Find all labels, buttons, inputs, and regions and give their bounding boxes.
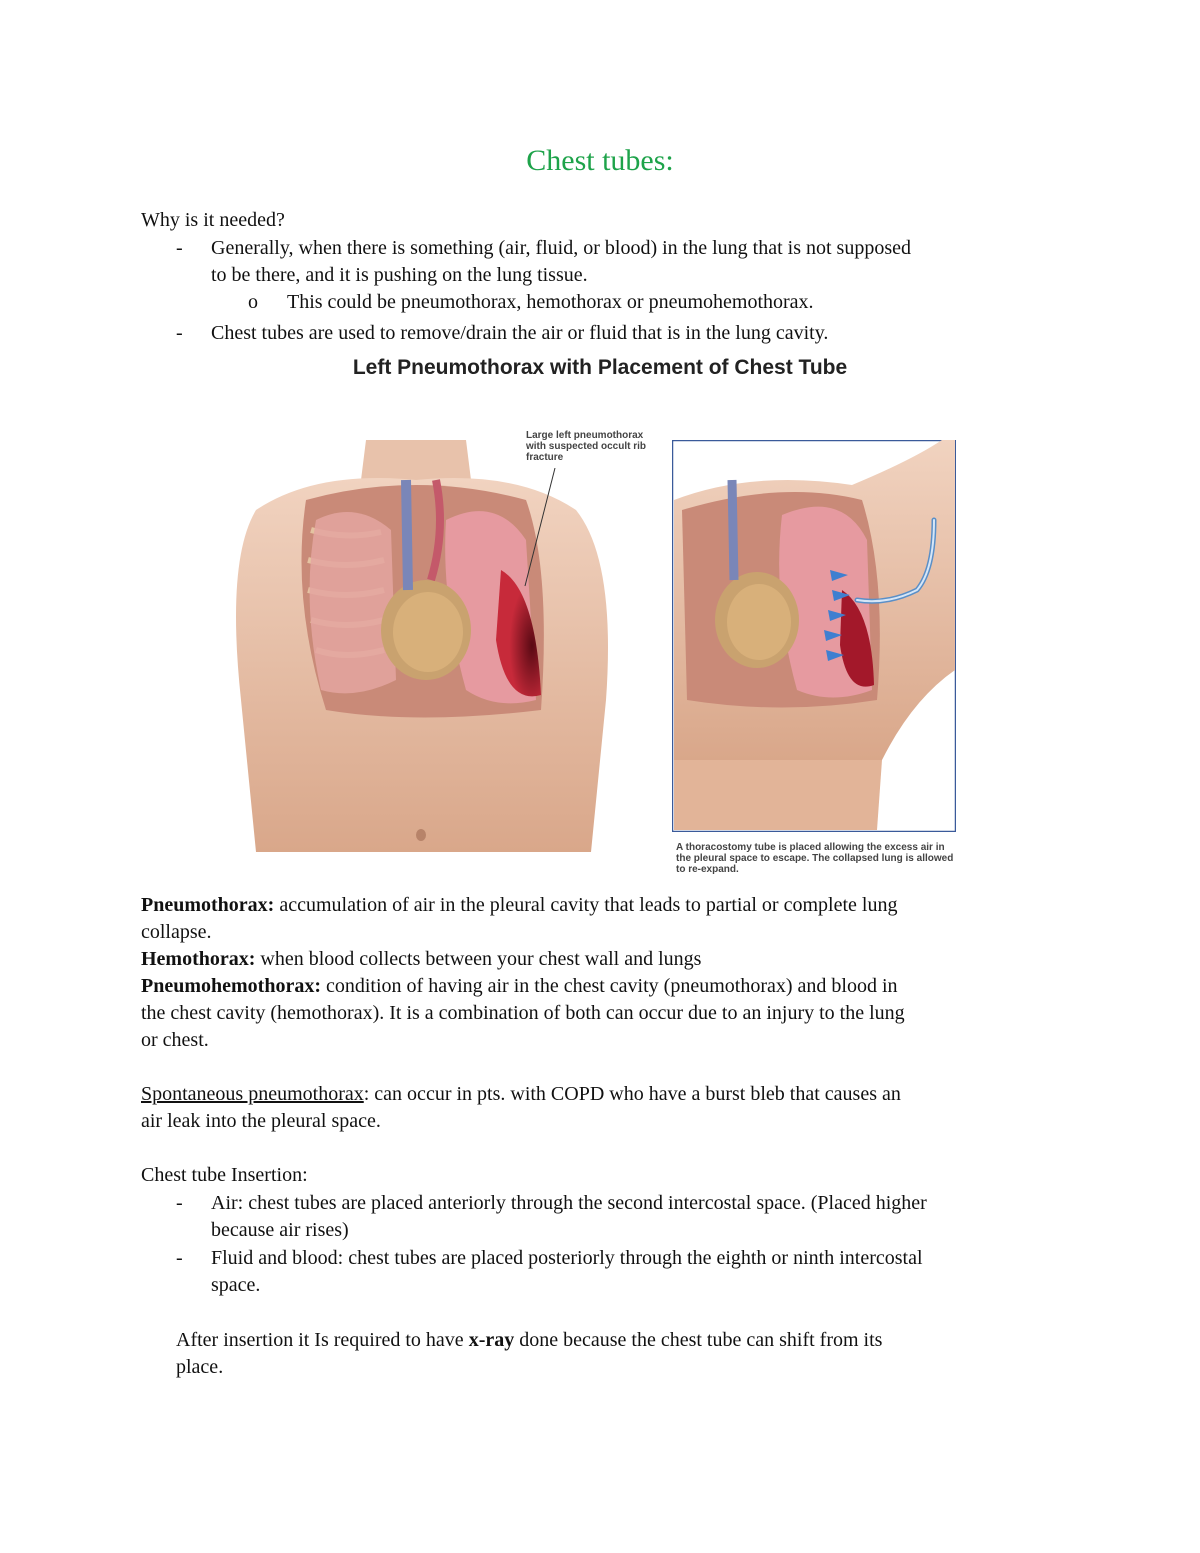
why-heading: Why is it needed? xyxy=(141,209,285,231)
spontaneous-line-1 xyxy=(141,1081,901,1107)
why-bullet-1-line-2: to be there, and it is pushing on the lung tissue. xyxy=(211,264,588,286)
term-x-ray: x-ray xyxy=(468,1329,515,1351)
figure-title: Left Pneumothorax with Placement of Chest Tube xyxy=(352,356,848,379)
bullet-dash: - xyxy=(176,322,183,344)
why-bullet-2-line-1: Chest tubes are used to remove/drain the air or fluid that is in the lung cavity. xyxy=(211,322,829,344)
insertion-fluid-line-2: space. xyxy=(211,1274,261,1296)
term-pneumothorax: Pneumothorax: xyxy=(141,894,275,916)
bullet-dash: - xyxy=(176,1192,183,1214)
spontaneous-line-2: air leak into the pleural space. xyxy=(141,1110,381,1132)
term-hemothorax: Hemothorax: xyxy=(141,948,256,970)
term-spontaneous-pneumothorax: Spontaneous pneumothorax xyxy=(141,1083,364,1105)
after-insertion-line-1 xyxy=(176,1327,882,1353)
label-pointer-line xyxy=(520,468,560,588)
def-hemothorax-text: when blood collects between your chest wall and lungs xyxy=(255,948,702,970)
def-pneumohemothorax-line-2: the chest cavity (hemothorax). It is a combination of both can occur due to an injury to the lung xyxy=(141,1002,905,1024)
insertion-heading: Chest tube Insertion: xyxy=(141,1164,308,1186)
why-bullet-1-line-1: Generally, when there is something (air, fluid, or blood) in the lung that is not supposed xyxy=(211,237,911,259)
after-insertion-text-a: After insertion it Is required to have xyxy=(176,1329,469,1351)
insertion-air-line-1: Air: chest tubes are placed anteriorly through the second intercostal space. (Placed higher xyxy=(211,1192,927,1214)
sub-bullet-marker: o xyxy=(248,291,258,313)
bullet-dash: - xyxy=(176,1247,183,1269)
left-figure-label: Large left pneumothorax with suspected occult rib fracture xyxy=(526,430,647,463)
sub-bullet-text: This could be pneumothorax, hemothorax or pneumohemothorax. xyxy=(287,291,814,313)
page-title: Chest tubes: xyxy=(526,144,674,177)
left-chest-illustration xyxy=(196,440,640,852)
def-pneumohemothorax-line-3: or chest. xyxy=(141,1029,209,1051)
def-pneumohemothorax-line-1 xyxy=(141,973,898,999)
right-chest-illustration xyxy=(672,440,956,832)
def-pneumohemothorax-text: condition of having air in the chest cavity (pneumothorax) and blood in xyxy=(320,975,898,997)
insertion-fluid-line-1: Fluid and blood: chest tubes are placed posteriorly through the eighth or ninth intercostal xyxy=(211,1247,923,1269)
def-pneumothorax-line-1 xyxy=(141,892,897,918)
insertion-air-line-2: because air rises) xyxy=(211,1219,349,1241)
def-pneumothorax-text: accumulation of air in the pleural cavity that leads to partial or complete lung xyxy=(274,894,898,916)
spontaneous-text: : can occur in pts. with COPD who have a burst bleb that causes an xyxy=(363,1083,901,1105)
after-insertion-text-b: done because the chest tube can shift from its xyxy=(514,1329,883,1351)
term-pneumohemothorax: Pneumohemothorax: xyxy=(141,975,321,997)
def-pneumothorax-line-2: collapse. xyxy=(141,921,212,943)
right-figure-caption: A thoracostomy tube is placed allowing the excess air in the pleural space to escape. The collapsed lung is allowed to re-expand. xyxy=(676,842,954,875)
bullet-dash: - xyxy=(176,237,183,259)
after-insertion-line-2: place. xyxy=(176,1356,224,1378)
def-hemothorax xyxy=(141,946,701,972)
